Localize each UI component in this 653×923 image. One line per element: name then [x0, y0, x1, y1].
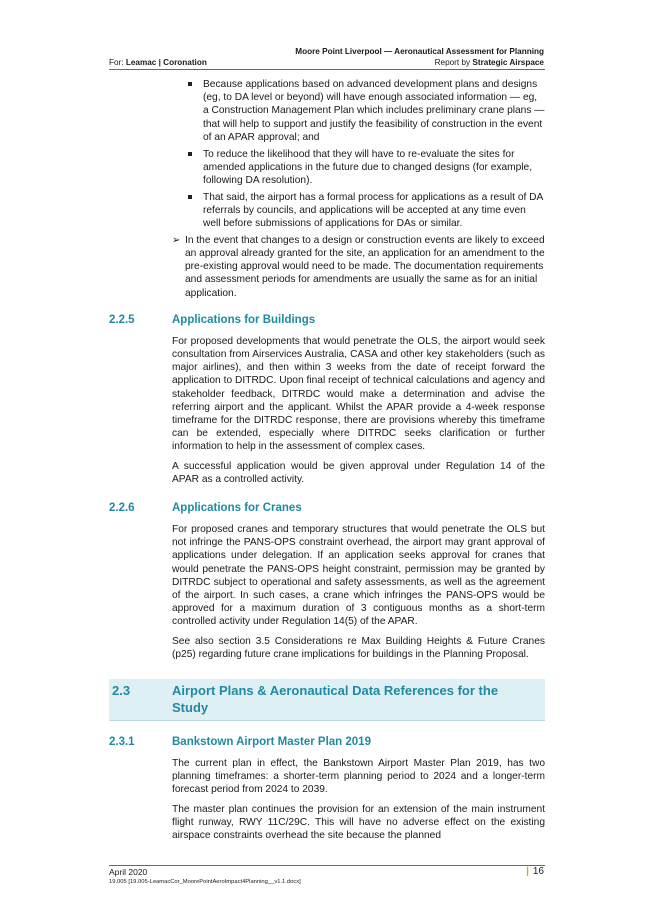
footer-date: April 2020 [109, 867, 148, 877]
paragraph: For proposed developments that would penetrate the OLS, the airport would seek consultation from Airservices Australia, CASA and other key stakeholders (such as major airlines), and then within 3 weeks from the date of receipt forward the application to DITRDC. Upon final receipt of technical calculations and agency and stakeholder feedback, DITRDC would make a determination and advise the referring airport and the applicant. Whilst the APAR provide a 4-week response timeframe for the DITRDC response, there are provisions whereby this timeframe can be extended, especially where DITRDC seeks clarification or further information to help in the assessment of complex cases. [172, 335, 545, 453]
section-2-3-1-heading [109, 736, 545, 751]
section-title: Airport Plans & Aeronautical Data References for the Study [172, 683, 499, 716]
header-for-label: For: [109, 58, 126, 67]
header-rule [109, 69, 545, 70]
footer-rule [109, 865, 545, 866]
header-report-value: Strategic Airspace [472, 58, 544, 67]
arrow-list-item [172, 234, 545, 300]
arrow-bullet-icon: ➢ [172, 234, 181, 246]
square-bullet-icon [188, 195, 192, 199]
list-item-text: To reduce the likelihood that they will have to re-evaluate the sites for amended applications in the future due to changed designs (for example, following DA resolution). [203, 148, 533, 186]
paragraph: For proposed cranes and temporary structures that would penetrate the OLS but not infringe the PANS-OPS constraint overhead, the airport may grant approval of applications under delegation. If an application seeks approval for cranes that would penetrate the PANS-OPS height constraint, permission may be granted by DITRDC subject to operational and safety assessments, as well as the agreement of the airport. In such cases, a crane which infringes the PANS-OPS would be approved for a maximum duration of 3 contiguous months as a short-term controlled activity under Regulation 14(5) of the APAR. [172, 523, 545, 628]
page-separator: | [526, 866, 529, 877]
page-content [109, 78, 545, 842]
header-title [295, 46, 544, 57]
header-report-by [435, 57, 544, 68]
header-report-label: Report by [434, 58, 473, 67]
section-number: 2.2.6 [109, 501, 135, 514]
section-number: 2.3.1 [109, 736, 135, 749]
paragraph: The master plan continues the provision for an extension of the main instrument flight runway, RWY 11C/29C. This will have no adverse effect on the existing airspace constraints overhead the site because the planned [172, 803, 545, 842]
header-title-text: Moore Point Liverpool — Aeronautical Assessment for Planning [295, 47, 544, 56]
footer-filename: 19.005 [19.005-LeamacCor_MoorePointAeroImpact4Planning__v1.1.docx] [109, 879, 301, 885]
list-item [185, 191, 545, 231]
section-number: 2.2.5 [109, 313, 135, 326]
header-client [109, 57, 207, 68]
section-title: Applications for Cranes [172, 501, 302, 514]
paragraph: See also section 3.5 Considerations re Max Building Heights & Future Cranes (p25) regarding future crane implications for buildings in the Planning Proposal. [172, 635, 545, 660]
paragraph: The current plan in effect, the Bankstown Airport Master Plan 2019, has two planning timeframes: a shorter-term planning period to 2024 and a longer-term forecast period from 2024 to 2039. [172, 758, 545, 796]
page-number [526, 866, 544, 877]
page-number-text: 16 [532, 866, 544, 877]
list-item-text: That said, the airport has a formal process for applications as a result of DA referrals by councils, and applications will be accepted at any time even well before submissions of applications for DAs or similar. [203, 191, 543, 230]
section-title: Applications for Buildings [172, 313, 316, 326]
list-item [185, 78, 545, 144]
paragraph: A successful application would be given approval under Regulation 14 of the APAR as a controlled activity. [172, 460, 545, 485]
square-bullet-icon [188, 152, 192, 156]
arrow-item-text: In the event that changes to a design or construction events are likely to exceed an approval already granted for the site, an application for an amendment to the pre-existing approval would need to be made. The documentation requirements and assessment periods for amendments are usually the same as for an initial application. [185, 234, 545, 299]
section-title: Bankstown Airport Master Plan 2019 [172, 736, 371, 749]
list-item-text: Because applications based on advanced development plans and designs (eg, to DA level or beyond) will have enough associated information — eg, a Construction Management Plan which includes preliminary crane plans — that will help to support and justify the feasibility of construction in the event of an APAR approval; and [203, 79, 545, 143]
header-for-value: Leamac | Coronation [125, 58, 207, 67]
section-2-2-5-heading [109, 314, 545, 329]
bullet-list [185, 78, 545, 230]
list-item [185, 148, 545, 188]
square-bullet-icon [188, 82, 192, 86]
section-2-3-heading [109, 679, 545, 721]
section-number: 2.3 [112, 683, 131, 699]
section-2-2-6-heading [109, 502, 545, 517]
